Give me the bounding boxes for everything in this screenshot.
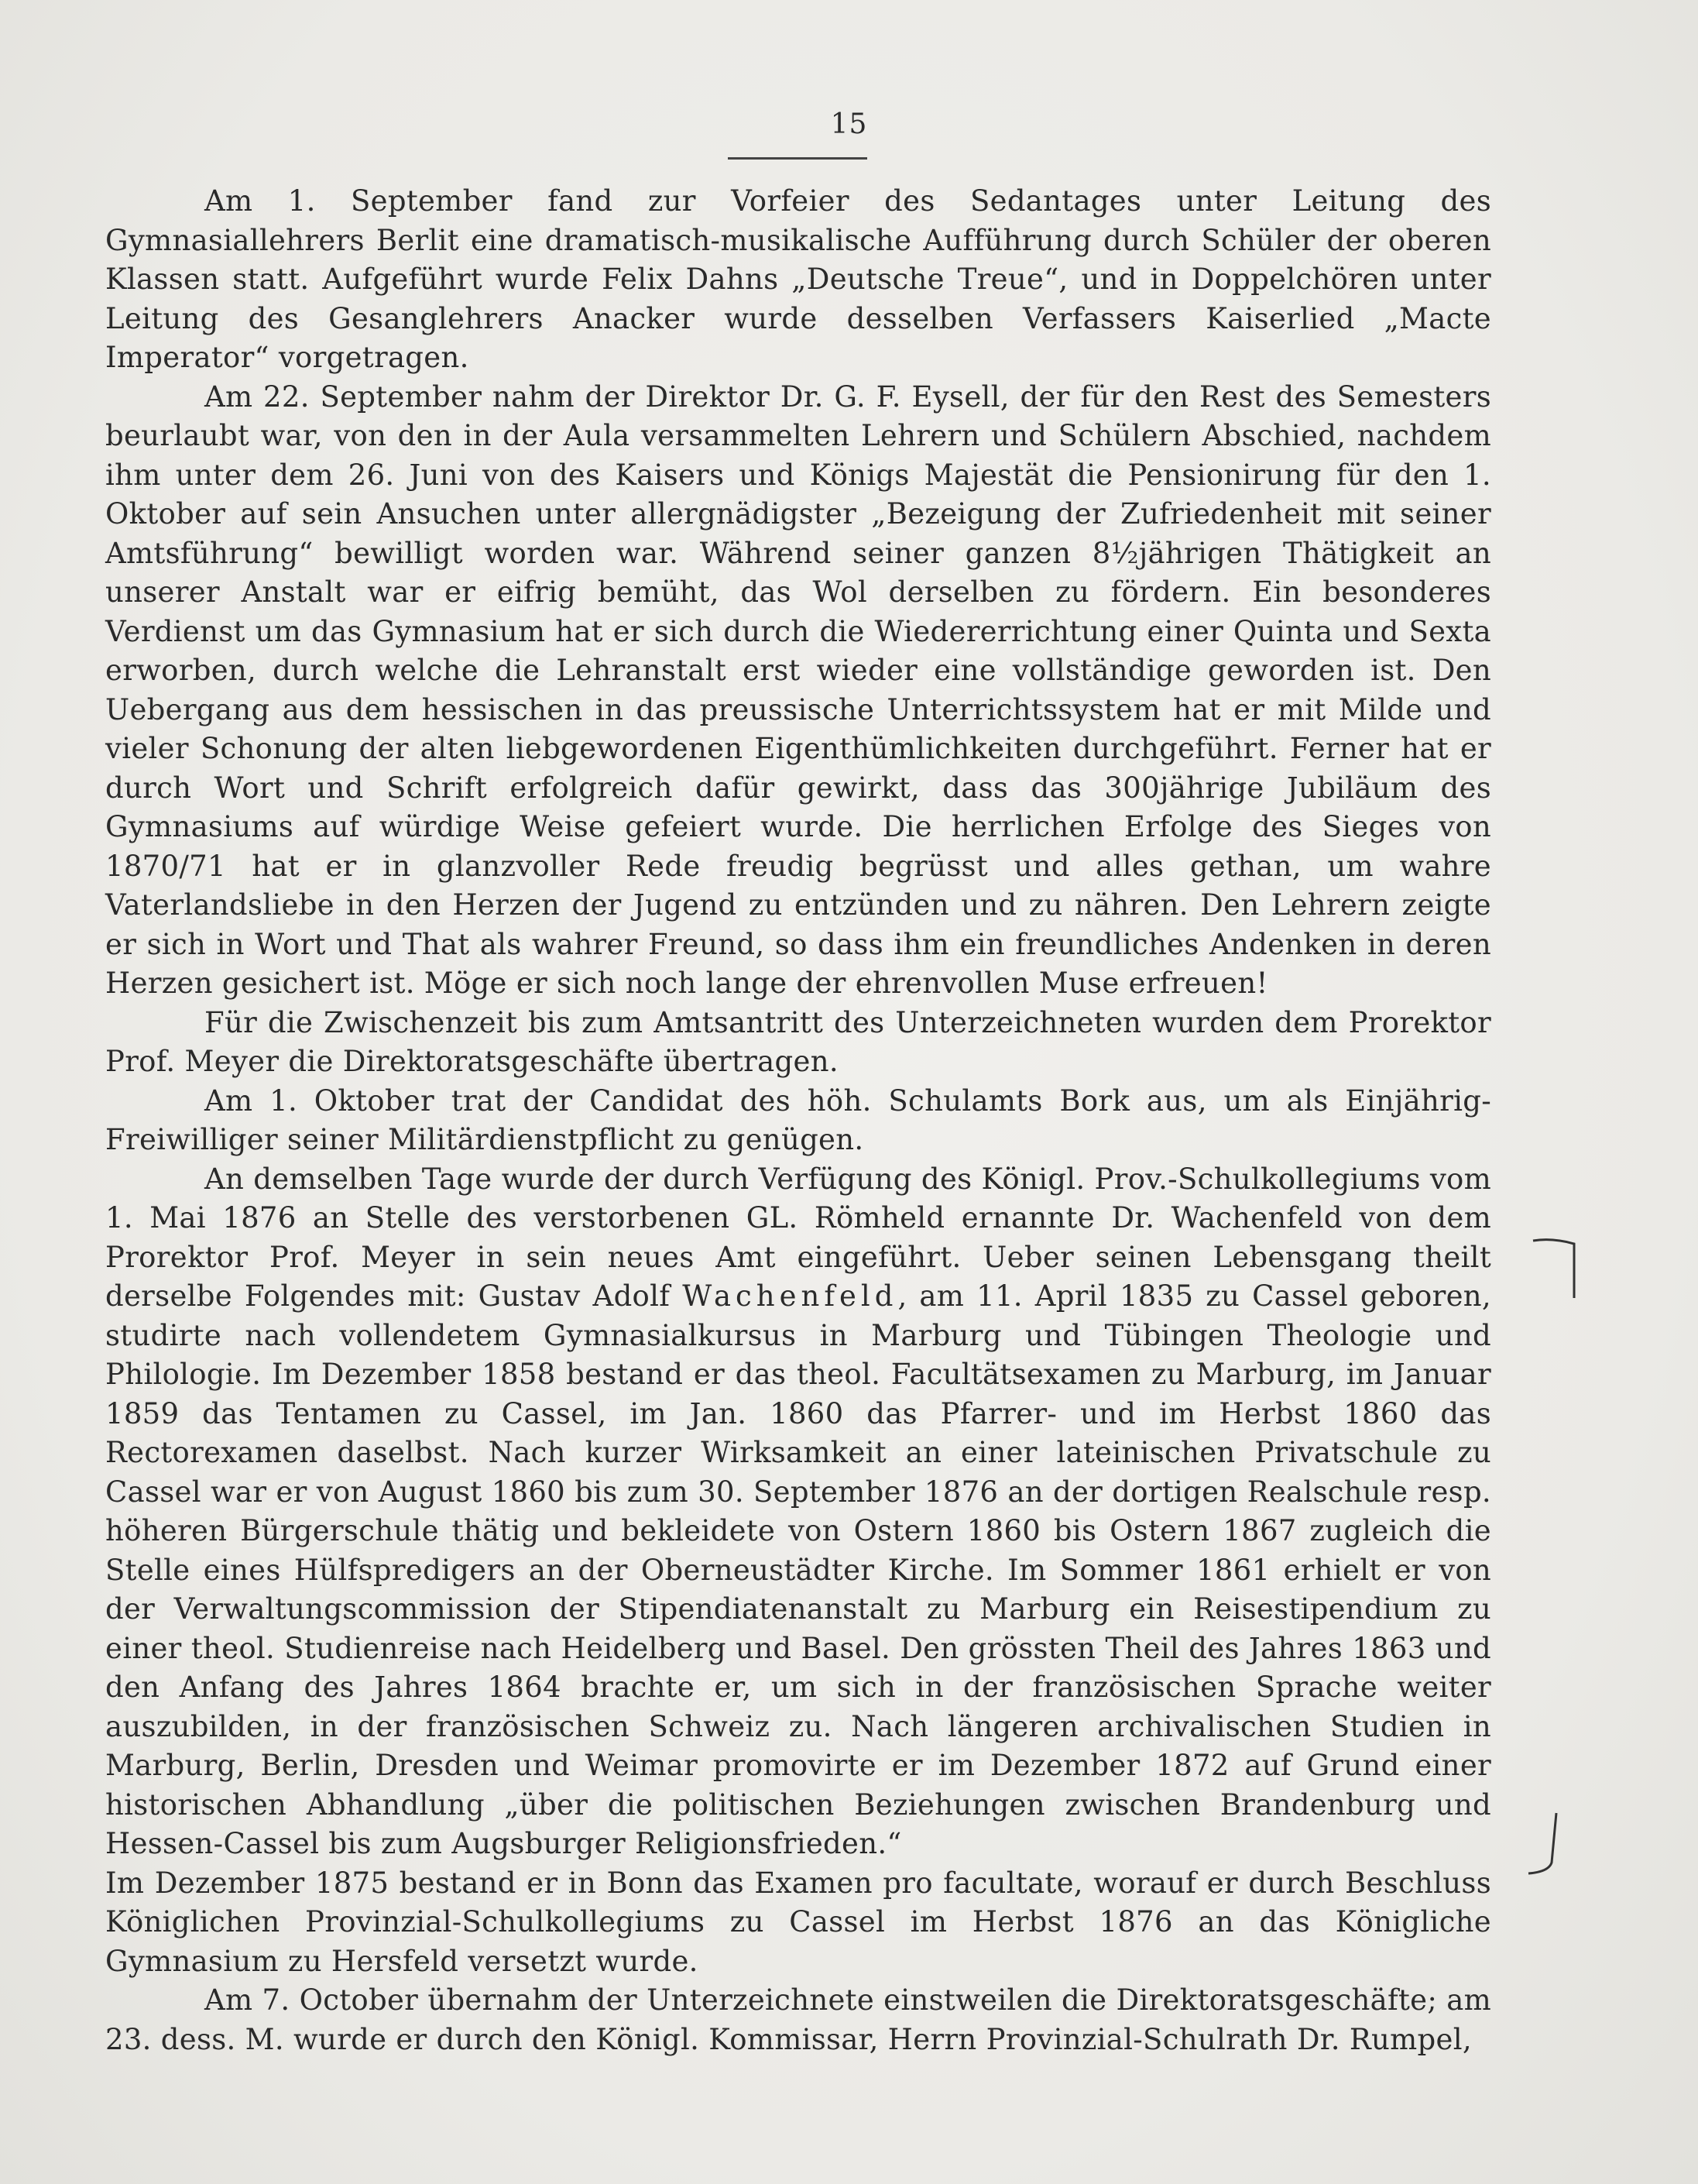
paragraph-bonn-examination: Im Dezember 1875 bestand er in Bonn das Examen pro facultate, worauf er durch Beschluss Königlichen Provinzial-Schulkollegiums zu Cassel im Herbst 1876 an das Königliche Gymnasium zu Hersfeld versetzt wurde. (105, 1866, 1491, 1978)
paragraph-directorship-takeover: Am 7. October übernahm der Unterzeichnete einstweilen die Direktoratsgeschäfte; am 23. dess. M. wurde er durch den Königl. Kommissar, Herrn Provinzial-Schulrath Dr. Rumpel, (105, 1983, 1491, 2056)
page-number: 15 (830, 108, 868, 140)
paragraph-eysell-farewell: Am 22. September nahm der Direktor Dr. G. F. Eysell, der für den Rest des Semesters beurlaubt war, von den in der Aula versammelten Lehrern und Schülern Abschied, nachdem ihm unter dem 26. Juni von des Kaisers und Königs Majestät die Pensionirung für den 1. Oktober auf sein Ansuchen unter allergnädigster „Bezeigung der Zufriedenheit mit seiner Amtsführung“ bewilligt worden war. Während seiner ganzen 8½jährigen Thätigkeit an unserer Anstalt war er eifrig bemüht, das Wol derselben zu fördern. Ein besonderes Verdienst um das Gymnasium hat er sich durch die Wiedererrichtung einer Quinta und Sexta erworben, durch welche die Lehranstalt erst wieder eine vollständige geworden ist. Den Uebergang aus dem hessischen in das preussische Unterrichtssystem hat er mit Milde und vieler Schonung der alten liebgewordenen Eigenthümlichkeiten durchgeführt. Ferner hat er durch Wort und Schrift erfolgreich dafür gewirkt, dass das 300jährige Jubiläum des Gymnasiums auf würdige Weise gefeiert wurde. Die herrlichen Erfolge des Sieges von 1870/71 hat er in glanzvoller Rede freudig begrüsst und alles gethan, um wahre Vaterlandsliebe in den Herzen der Jugend zu entzünden und zu nähren. Den Lehrern zeigte er sich in Wort und That als wahrer Freund, so dass ihm ein freundliches Andenken in deren Herzen gesichert ist. Möge er sich noch lange der ehrenvollen Muse erfreuen! (105, 379, 1491, 1000)
paragraph-sedan-celebration: Am 1. September fand zur Vorfeier des Sedantages unter Leitung des Gymnasiallehrers Berlit eine dramatisch-musikalische Aufführung durch Schüler der oberen Klassen statt. Aufgeführt wurde Felix Dahns „Deutsche Treue“, und in Doppelchören unter Leitung des Gesanglehrers Anacker wurde desselben Verfassers Kaiserlied „Macte Imperator“ vorgetragen. (105, 184, 1491, 374)
paragraph-bork-departure: Am 1. Oktober trat der Candidat des höh. Schulamts Bork aus, um als Einjährig-Freiwilliger seiner Militärdienstpflicht zu genügen. (105, 1083, 1491, 1156)
paragraph-wachenfeld-biography (105, 1160, 1491, 1864)
paragraph-interim-direction: Für die Zwischenzeit bis zum Amtsantritt des Unterzeichneten wurden dem Prorektor Prof. Meyer die Direktoratsgeschäfte übertragen. (105, 1005, 1491, 1078)
wachenfeld-name: Wachenfeld (682, 1279, 898, 1313)
header-rule (728, 157, 867, 160)
margin-bracket-mark-icon (1529, 1231, 1591, 1301)
wachenfeld-text-after: , am 11. April 1835 zu Cassel geboren, studirte nach vollendetem Gymnasialkursus in Marburg und Tübingen Theologie und Philologie. Im Dezember 1858 bestand er das theol. Facultätsexamen zu Marburg, im Januar 1859 das Tentamen zu Cassel, im Jan. 1860 das Pfarrer- und im Herbst 1860 das Rectorexamen daselbst. Nach kurzer Wirksamkeit an einer lateinischen Privatschule zu Cassel war er von August 1860 bis zum 30. September 1876 an der dortigen Realschule resp. höheren Bürgerschule thätig und bekleidete von Ostern 1860 bis Ostern 1867 zugleich die Stelle eines Hülfspredigers an der Oberneustädter Kirche. Im Sommer 1861 erhielt er von der Verwaltungscommission der Stipendiatenanstalt zu Marburg ein Reisestipendium zu einer theol. Studienreise nach Heidelberg und Basel. Den grössten Theil des Jahres 1863 und den Anfang des Jahres 1864 brachte er, um sich in der französischen Sprache weiter auszubilden, in der französischen Schweiz zu. Nach längeren archivalischen Studien in Marburg, Berlin, Dresden und Weimar promovirte er im Dezember 1872 auf Grund einer historischen Abhandlung „über die politischen Beziehungen zwischen Brandenburg und Hessen-Cassel bis zum Augsburger Religionsfrieden.“ (105, 1279, 1491, 1860)
wachenfeld-text-before: An demselben Tage wurde der durch Verfügung des Königl. Prov.-Schulkollegiums vom 1. Mai 1876 an Stelle des verstorbenen GL. Römheld ernannte Dr. Wachenfeld von dem Prorektor Prof. Meyer in sein neues Amt eingeführt. Ueber seinen Lebensgang theilt derselbe Folgendes mit: Gustav Adolf (105, 1162, 1491, 1313)
margin-bracket-end-icon (1525, 1808, 1587, 1878)
body-text (105, 182, 1491, 2059)
